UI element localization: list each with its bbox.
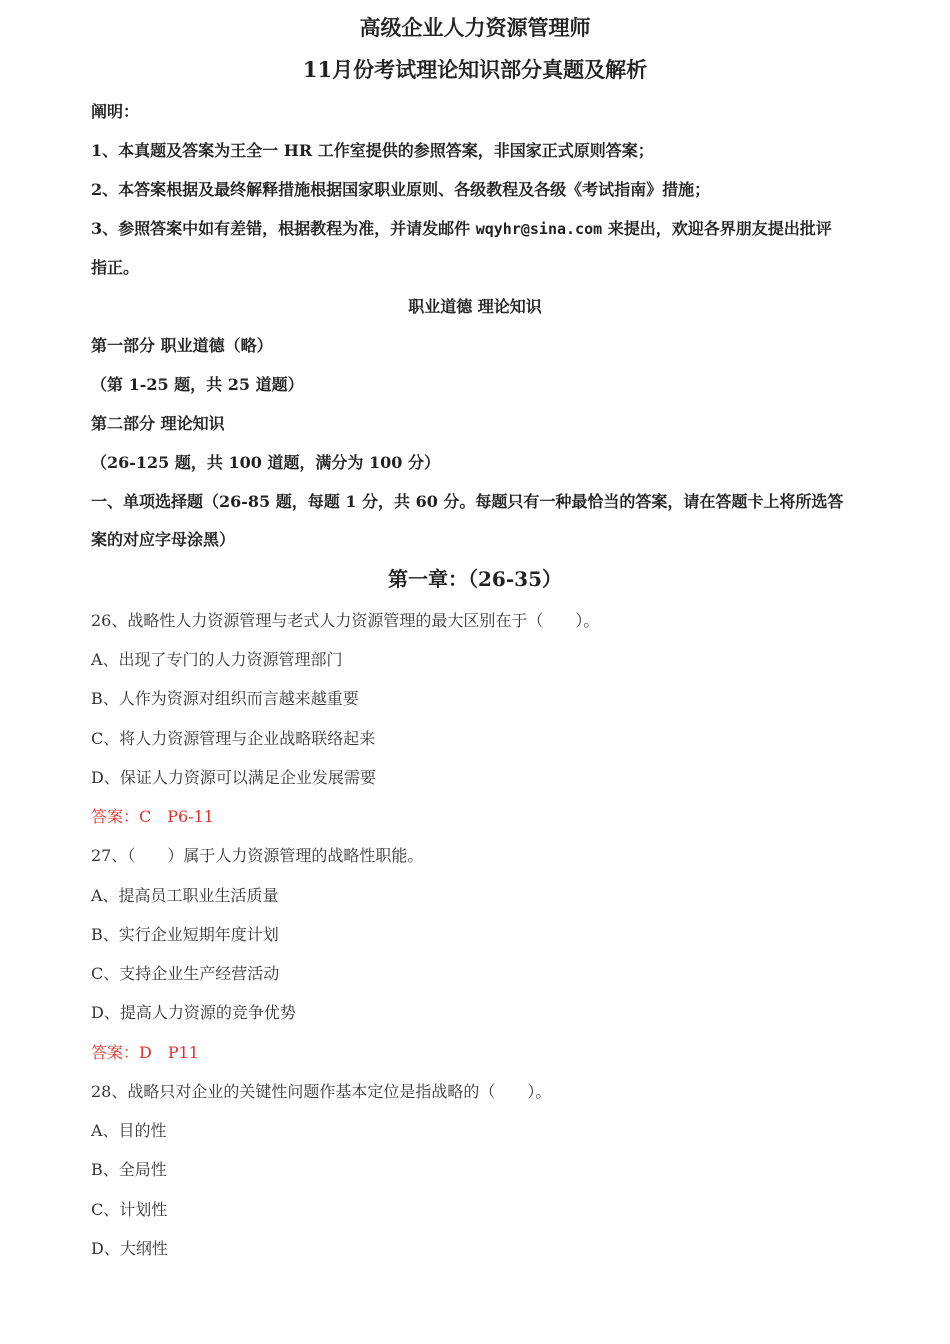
chapter-heading: 第一章：（26-35）	[388, 567, 562, 591]
question-27-option-c: C、支持企业生产经营活动	[91, 964, 280, 983]
question-28-stem: 28、战略只对企业的关键性问题作基本定位是指战略的（ ）。	[91, 1082, 552, 1101]
notice-item-2: 2、本答案根据及最终解释措施根据国家职业原则、各级教程及各级《考试指南》措施；	[91, 180, 711, 199]
part-1-range: （第 1-25 题，共 25 道题）	[91, 375, 304, 394]
question-26-option-d: D、保证人力资源可以满足企业发展需要	[91, 768, 376, 787]
question-28-option-c: C、计划性	[91, 1200, 168, 1219]
notice-item-1: 1、本真题及答案为王全一 HR 工作室提供的参照答案，非国家正式原则答案；	[91, 141, 654, 160]
question-27-option-b: B、实行企业短期年度计划	[91, 925, 279, 944]
question-27-option-d: D、提高人力资源的竞争优势	[91, 1003, 296, 1022]
section-heading: 职业道德 理论知识	[408, 297, 542, 316]
question-27-stem: 27、（ ）属于人力资源管理的战略性职能。	[91, 846, 424, 865]
question-26-option-a: A、出现了专门的人力资源管理部门	[91, 650, 343, 669]
part-2-range: （26-125 题，共 100 道题，满分为 100 分）	[91, 453, 440, 472]
notice-heading: 阐明：	[91, 102, 140, 121]
question-27-option-a: A、提高员工职业生活质量	[91, 886, 279, 905]
notice-item-3-end: 来提出，欢迎各界朋友提出批评	[602, 219, 832, 238]
document-subtitle: 11月份考试理论知识部分真题及解析	[302, 57, 648, 82]
single-choice-instructions-continued: 案的对应字母涂黑）	[91, 530, 236, 549]
notice-item-3-continued: 指正。	[91, 258, 140, 277]
contact-email: wqyhr@sina.com	[475, 220, 603, 238]
question-26-option-c: C、将人力资源管理与企业战略联络起来	[91, 729, 376, 748]
notice-item-3	[91, 219, 832, 239]
notice-item-3-start: 3、参照答案中如有差错，根据教程为准，并请发邮件	[91, 219, 476, 238]
question-26-stem: 26、战略性人力资源管理与老式人力资源管理的最大区别在于（ ）。	[91, 611, 600, 630]
part-2-heading: 第二部分 理论知识	[91, 414, 225, 433]
document-title: 高级企业人力资源管理师	[359, 15, 591, 40]
single-choice-instructions: 一、单项选择题（26-85 题，每题 1 分，共 60 分。每题只有一种最恰当的答案，请在答题卡上将所选答	[91, 492, 844, 511]
question-28-option-b: B、全局性	[91, 1160, 167, 1179]
question-26-answer: 答案：C P6-11	[91, 807, 214, 826]
question-26-option-b: B、人作为资源对组织而言越来越重要	[91, 689, 359, 708]
part-1-heading: 第一部分 职业道德（略）	[91, 336, 273, 355]
question-28-option-a: A、目的性	[91, 1121, 167, 1140]
question-27-answer: 答案：D P11	[91, 1043, 199, 1062]
question-28-option-d: D、大纲性	[91, 1239, 168, 1258]
